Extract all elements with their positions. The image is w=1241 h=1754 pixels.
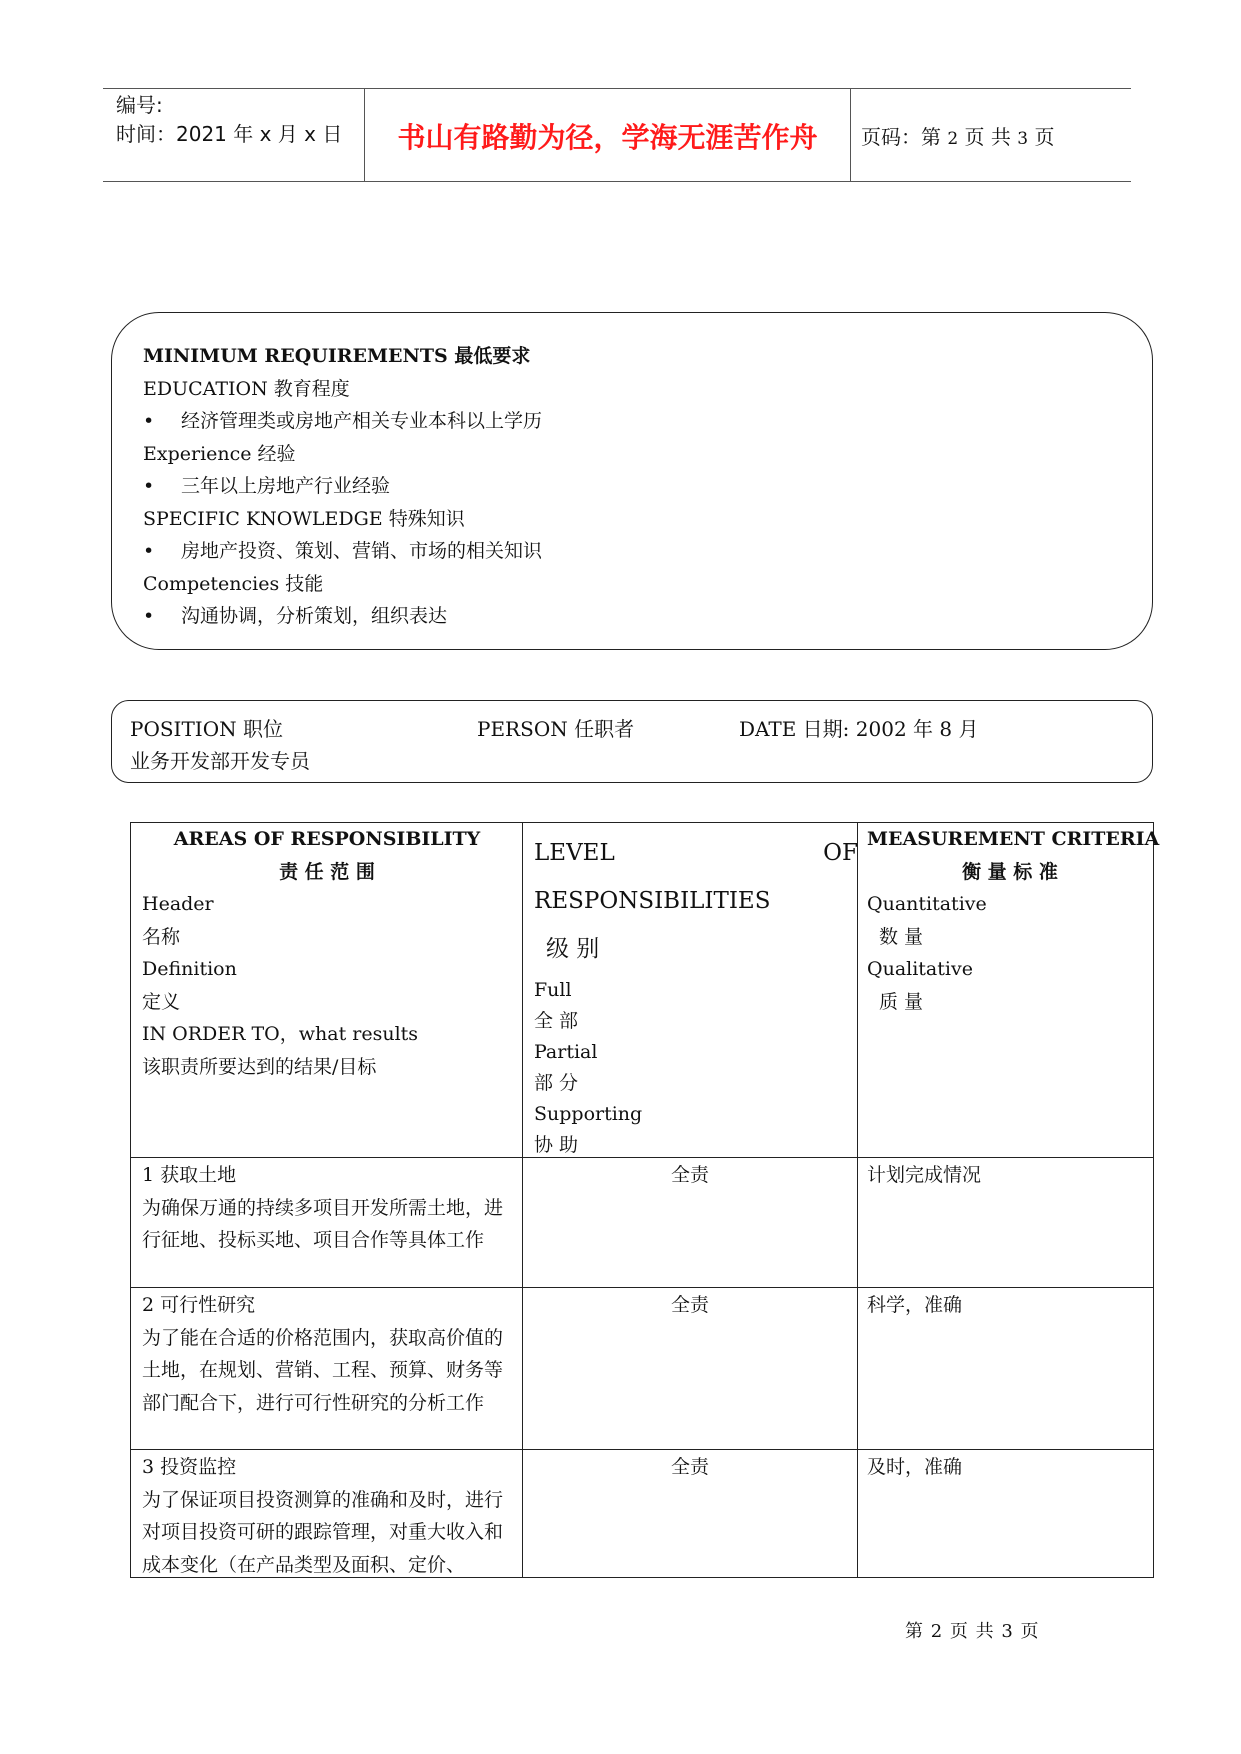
header-page-number: 页码：第 2 页 共 3 页 (861, 125, 1055, 149)
row-area-desc: 为了能在合适的价格范围内，获取高价值的土地，在规划、营销、工程、预算、财务等部门配合下，进行可行性研究的分析工作 (142, 1326, 504, 1414)
row-criteria: 科学，准确 (867, 1294, 963, 1316)
table-header-criteria (867, 823, 1160, 1018)
table-row (142, 1289, 514, 1419)
person-label: PERSON 任职者 (477, 717, 635, 741)
responsibility-table (130, 822, 1160, 1578)
header-divider (850, 89, 851, 181)
knowledge-label: SPECIFIC KNOWLEDGE 特殊知识 (143, 507, 465, 530)
criteria-line: Quantitative (867, 893, 987, 915)
level-header-of: OF (823, 840, 858, 866)
level-line: Full (534, 979, 572, 1001)
row-level: 全责 (670, 1456, 709, 1478)
position-value: 业务开发部开发专员 (130, 749, 310, 773)
areas-header-en: AREAS OF RESPONSIBILITY (173, 828, 481, 850)
header-motto: 书山有路勤为径，学海无涯苦作舟 (397, 121, 818, 154)
areas-header-cn: 责 任 范 围 (279, 860, 375, 883)
education-item: • 经济管理类或房地产相关专业本科以上学历 (143, 405, 542, 438)
minimum-requirements-box (111, 312, 1153, 650)
areas-line: IN ORDER TO，what results (142, 1023, 419, 1045)
criteria-header-en: MEASUREMENT CRITERIA (867, 828, 1160, 850)
criteria-line: 数 量 (879, 925, 924, 948)
level-header-a: LEVEL (534, 840, 615, 866)
row-area-title: 1 获取土地 (142, 1164, 237, 1186)
level-header-cn: 级 别 (546, 936, 600, 962)
table-row-divider (131, 1449, 1153, 1450)
experience-label: Experience 经验 (143, 442, 296, 465)
table-row (142, 1159, 514, 1257)
row-level: 全责 (670, 1294, 709, 1316)
number-label: 编号: (116, 93, 163, 117)
position-label: POSITION 职位 (130, 717, 283, 741)
areas-line: Header (142, 893, 214, 915)
knowledge-item: • 房地产投资、策划、营销、市场的相关知识 (143, 535, 542, 568)
education-label: EDUCATION 教育程度 (143, 377, 350, 400)
level-line: Partial (534, 1041, 598, 1063)
table-header-areas (142, 823, 512, 1083)
competencies-label: Competencies 技能 (143, 572, 324, 595)
areas-line: Definition (142, 958, 237, 980)
level-line: 协 助 (534, 1134, 579, 1156)
min-requirements-title: MINIMUM REQUIREMENTS 最低要求 (143, 345, 531, 367)
row-area-title: 2 可行性研究 (142, 1294, 256, 1316)
position-box (111, 700, 1153, 783)
criteria-line: 质 量 (879, 990, 924, 1013)
competencies-item: • 沟通协调，分析策划，组织表达 (143, 600, 542, 633)
row-level: 全责 (670, 1164, 709, 1186)
row-area-title: 3 投资监控 (142, 1456, 237, 1478)
header-meta (116, 91, 361, 149)
areas-line: 名称 (142, 925, 181, 948)
table-row (142, 1451, 514, 1577)
row-area-desc: 为了保证项目投资测算的准确和及时，进行对项目投资可研的跟踪管理，对重大收入和成本变化（在产品类型及面积、定价、 (142, 1488, 504, 1576)
criteria-line: Qualitative (867, 958, 973, 980)
experience-item: • 三年以上房地产行业经验 (143, 470, 542, 503)
date-label: DATE 日期: 2002 年 8 月 (739, 717, 979, 741)
page-footer: 第 2 页 共 3 页 (905, 1621, 1040, 1642)
table-col-divider (857, 823, 858, 1577)
criteria-header-cn: 衡 量 标 准 (962, 860, 1058, 883)
table-row-divider (131, 1287, 1153, 1288)
row-criteria: 及时，准确 (867, 1456, 963, 1478)
document-header (103, 88, 1131, 182)
areas-line: 定义 (142, 990, 181, 1013)
areas-line: 该职责所要达到的结果/目标 (142, 1055, 377, 1078)
time-label: 时间：2021 年 x 月 x 日 (116, 122, 343, 146)
level-header-b: RESPONSIBILITIES (534, 888, 771, 914)
table-header-level (534, 829, 856, 1161)
row-area-desc: 为确保万通的持续多项目开发所需土地，进行征地、投标买地、项目合作等具体工作 (142, 1196, 504, 1251)
level-line: Supporting (534, 1103, 643, 1125)
level-line: 全 部 (534, 1010, 579, 1032)
row-criteria: 计划完成情况 (867, 1164, 982, 1186)
level-line: 部 分 (534, 1072, 579, 1094)
